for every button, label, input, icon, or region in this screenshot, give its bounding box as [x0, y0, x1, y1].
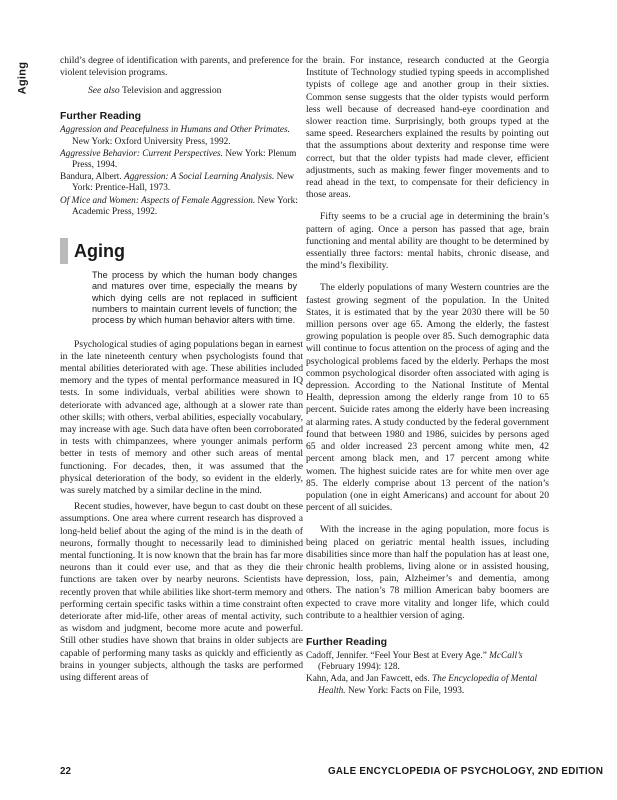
see-also-prefix: See also [88, 85, 120, 97]
article-header [60, 238, 303, 326]
reference [60, 196, 303, 218]
article-title-row [60, 238, 303, 264]
page-number: 22 [60, 766, 71, 777]
side-tab-label: Aging [16, 61, 29, 95]
ref-rest: New York: Facts on File, 1993. [347, 685, 465, 696]
ref-rest: New York: Academic Press, 1992. [72, 195, 298, 217]
body-paragraph: Recent studies, however, have begun to cast doubt on these assumptions. One area where current research has disproved a long-held belief about the aging of the mind is in the death of neurons, formally thought to necessarily lead to diminished mental functioning. It is now known that the brain has far more neurons than it could ever use, and that as they die their functions are taken over by nearby neurons. Scientists have recently proven that while abilities like short-term memory and performing certain specific tasks within a time constraint often deteriorate after mid-life, other areas of mental activity, such as wisdom and judgment, become more acute and powerful. Still other studies have shown that brains in older subjects are capable of performing many tasks as quickly and efficiently as brains in younger subjects, although the tasks are performed using different areas of [60, 501, 303, 683]
prev-entry-text: child’s degree of identification with parents, and preference for violent television programs. [60, 55, 303, 79]
ref-author: Cadoff, Jennifer. “Feel Your Best at Every Age.” [306, 650, 487, 661]
reference [60, 125, 303, 147]
body-paragraph: Psychological studies of aging populations began in earnest in the late nineteenth century when psychologists found that mental abilities deteriorated with age. These abilities included memory and the types of mental performance measured in IQ tests. In some individuals, verbal abilities were shown to deteriorate with advanced age, although at a slower rate than other skills; with others, verbal abilities, especially vocabulary, may increase with age. Such data have often been corroborated in tests with chimpanzees, where younger animals perform better in tests of memory and other such areas of mental functioning. For decades, then, it was assumed that the physical deterioration of the body, so evident in the elderly, was surely matched by a similar decline in the mind. [60, 338, 303, 496]
see-also [88, 85, 303, 96]
body-paragraph: Fifty seems to be a crucial age in determining the brain’s pattern of aging. Once a person has passed that age, brain functioning and mental ability are thought to be determined by essentially three factors: mental habits, chronic disease, and the mind’s flexibility. [306, 211, 549, 272]
ref-title: Aggression: A Social Learning Analysis. [124, 172, 275, 183]
ref-rest: (February 1994): 128. [318, 662, 400, 673]
ref-rest: New York: Plenum Press, 1994. [72, 148, 297, 171]
ref-title: Aggression and Peacefulness in Humans and Other Primates. [60, 125, 290, 136]
title-accent-bar [60, 238, 68, 264]
ref-title: Aggressive Behavior: Current Perspectives. [60, 148, 223, 159]
ref-author: Bandura, Albert. [60, 172, 122, 183]
body-paragraph: the brain. For instance, research conducted at the Georgia Institute of Technology studied typing speeds in accomplished typists of college age and another group in their sixties. Common sense suggests that the older typists would perform less well because of decreased hand-eye coordination and slower reaction time. Surprisingly, both groups typed at the same speed. Researchers explained the results by pointing out that the assumptions about dexterity and response time were correct, but that the older typists had made clever, efficient adjustments, such as making fewer finger movements and to read ahead in the text, to compensate for their deficiency in those areas. [306, 55, 549, 201]
see-also-link[interactable]: Television and aggression [121, 85, 222, 97]
further-reading-heading: Further Reading [306, 635, 388, 648]
side-tab [18, 60, 32, 96]
body-paragraph: With the increase in the aging population, more focus is being placed on geriatric mental health issues, including disabilities since more than half the population has at least one, chronic health problems, living alone or in assisted housing, depression, loss, pain, Alzheimer’s and dementia, among others. The nation’s 78 million American baby boomers are expected to crave more vitality and longer life, which could contribute to a healthier version of aging. [306, 524, 549, 621]
reference [60, 149, 303, 171]
ref-title: Of Mice and Women: Aspects of Female Aggression. [60, 195, 256, 206]
body-paragraph: The elderly populations of many Western countries are the fastest growing segment of the population. In the United States, it is estimated that by the year 2030 there will be 50 million persons over age 65. Among the elderly, the fastest growing population is people over 85. Such demographic data will continue to focus attention on the process of aging and the psychological problems faced by the elderly. Perhaps the most common psychological disorder often associated with aging is depression. According to the National Institute of Mental Health, depression among the elderly range from 10 to 65 percent. Suicide rates among the elderly have been increasing at alarming rates. A study conducted by the federal government found that between 1980 and 1986, suicides by persons aged 65 and older increased 23 percent among white men, 42 percent among black men, and 17 percent among white women. The highest suicide rates are for white men over age 85. The elderly comprise about 13 percent of the nation’s population (one in eight Americans) and account for about 20 percent of all suicides. [306, 282, 549, 514]
reference [60, 172, 303, 194]
reference [306, 674, 549, 696]
ref-title: McCall’s [489, 650, 523, 661]
further-reading-heading: Further Reading [60, 110, 142, 123]
article-abstract: The process by which the human body changes and matures over time, especially the means by which dying cells are not replaced in sufficient numbers to maintain current levels of function; the process by which human behavior alters with time. [92, 270, 297, 326]
ref-rest: New York: Oxford University Press, 1992. [72, 136, 231, 147]
running-footer-title: GALE ENCYCLOPEDIA OF PSYCHOLOGY, 2ND EDITION [328, 766, 604, 777]
right-column [306, 55, 549, 698]
article-title: Aging [74, 240, 125, 261]
ref-title: The Encyclopedia of Mental Health. [318, 674, 538, 696]
reference [306, 651, 549, 673]
ref-rest: New York: Prentice-Hall, 1973. [72, 172, 295, 194]
ref-author: Kahn, Ada, and Jan Fawcett, eds. [306, 674, 430, 685]
left-column [60, 55, 303, 684]
